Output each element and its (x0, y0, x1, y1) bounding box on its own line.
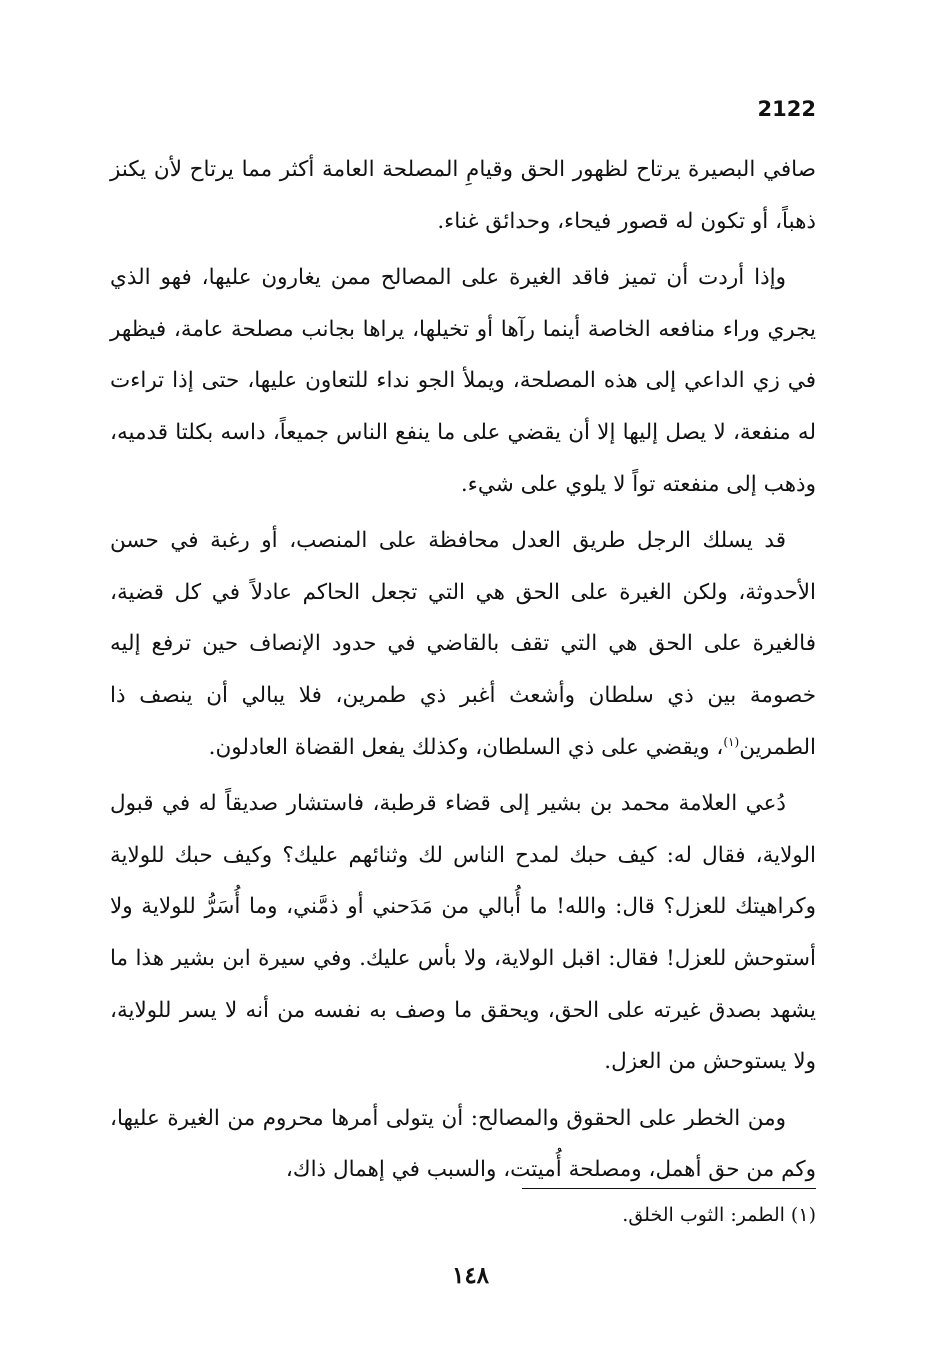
footnote: (١) الطمر: الثوب الخلق. (622, 1204, 816, 1226)
page-number-bottom: ١٤٨ (451, 1262, 490, 1289)
paragraph-2: وإذا أردت أن تميز فاقد الغيرة على المصالح ممن يغارون عليها، فهو الذي يجري وراء منافعه الخاصة أينما رآها أو تخيلها، يراها بجانب مصلحة عامة، فيظهر في زي الداعي إلى هذه المصلحة، ويملأ الجو نداء للتعاون عليها، حتى إذا تراءت له منفعة، لا يصل إليها إلا أن يقضي على ما ينفع الناس جميعاً، داسه بكلتا قدميه، وذهب إلى منفعته تواً لا يلوي على شيء. (110, 265, 816, 497)
paragraph-3 (110, 515, 816, 773)
paragraph-5: ومن الخطر على الحقوق والمصالح: أن يتولى أمرها محروم من الغيرة عليها، وكم من حق أهمل، ومصلحة أُميتت، والسبب في إهمال ذاك، (110, 1105, 816, 1183)
main-text (110, 144, 816, 1201)
paragraph-1: صافي البصيرة يرتاح لظهور الحق وقيامِ المصلحة العامة أكثر مما يرتاح لأن يكنز ذهباً، أو تكون له قصور فيحاء، وحدائق غناء. (110, 157, 816, 234)
page-number-top: 2122 (757, 97, 816, 121)
paragraph-3-continuation: ، ويقضي على ذي السلطان، وكذلك يفعل القضاة العادلون. (208, 734, 724, 760)
paragraph-3-text: قد يسلك الرجل طريق العدل محافظة على المنصب، أو رغبة في حسن الأحدوثة، ولكن الغيرة على الحق هي التي تجعل الحاكم عادلاً في كل قضية، فالغيرة على الحق هي التي تقف بالقاضي في حدود الإنصاف حين ترفع إليه خصومة بين ذي سلطان وأشعث أغبر ذي طمرين، فلا يبالي أن ينصف ذا الطمرين (110, 528, 816, 760)
footnote-reference: (١) (723, 734, 740, 749)
footnote-separator (522, 1188, 816, 1189)
paragraph-4: دُعي العلامة محمد بن بشير إلى قضاء قرطبة، فاستشار صديقاً له في قبول الولاية، فقال له: كيف حبك لمدح الناس لك وثنائهم عليك؟ وكيف حبك للولاية وكراهيتك للعزل؟ قال: والله! ما أُبالي من مَدَحني أو ذمَّني، وما أُسَرُّ للولاية ولا أستوحش للعزل! فقال: اقبل الولاية، ولا بأس عليك. وفي سيرة ابن بشير هذا ما يشهد بصدق غيرته على الحق، ويحقق ما وصف به نفسه من أنه لا يسر للولاية، ولا يستوحش من العزل. (110, 791, 816, 1075)
